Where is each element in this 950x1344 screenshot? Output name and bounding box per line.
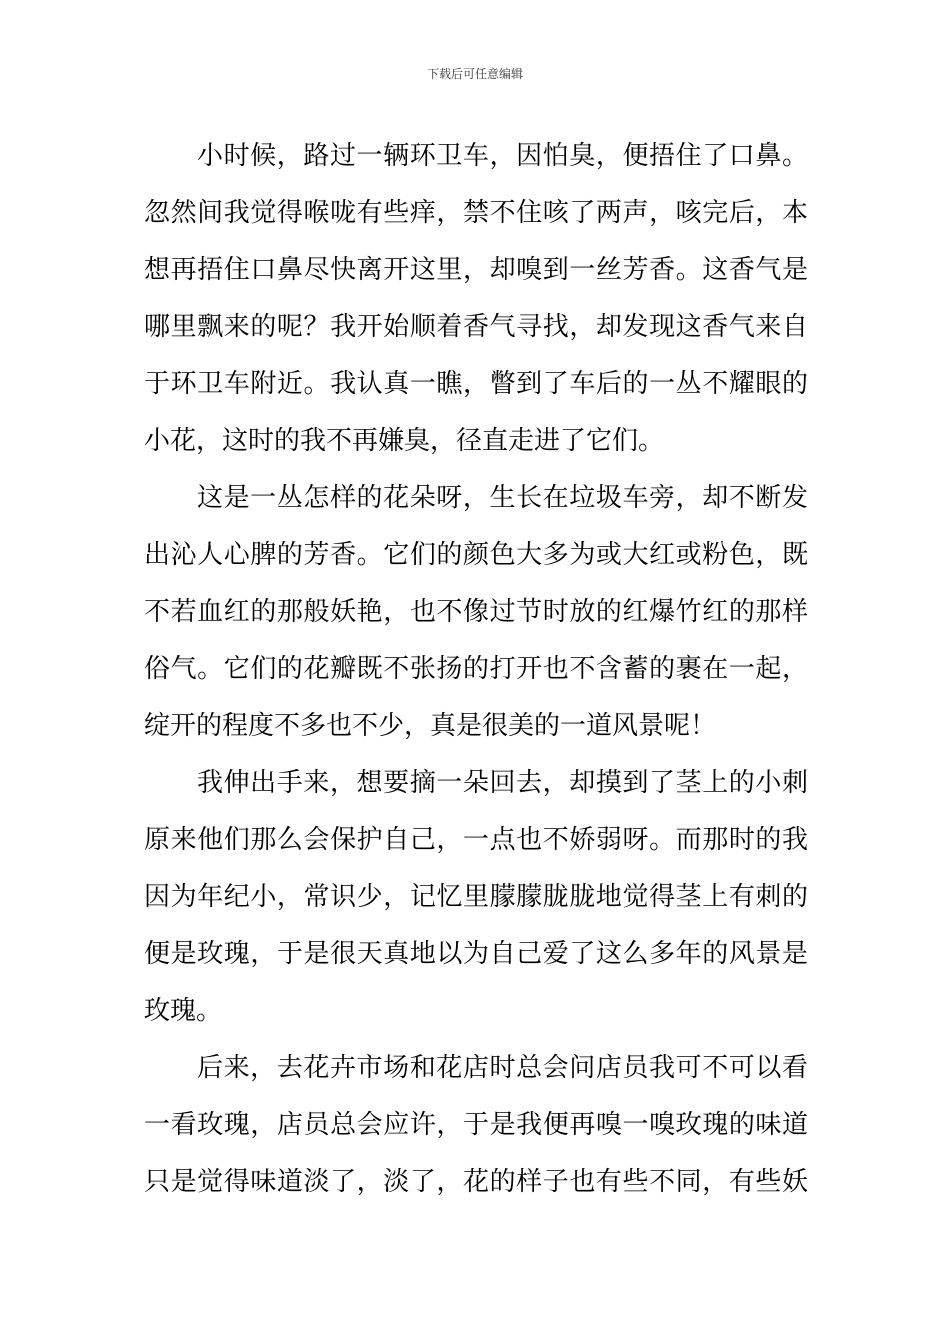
text-line: 绽开的程度不多也不少，真是很美的一道风景呢！ [144,711,717,741]
text-line: 哪里飘来的呢？我开始顺着香气寻找，却发现这香气来自 [144,312,808,342]
text-line: 玫瑰。 [144,996,223,1026]
text-line: 忽然间我觉得喉咙有些痒，禁不住咳了两声，咳完后，本 [144,198,808,228]
text-line: 于环卫车附近。我认真一瞧，瞥到了车后的一丛不耀眼的 [144,369,808,399]
document-body [144,128,808,1211]
text-line: 俗气。它们的花瓣既不张扬的打开也不含蓄的裹在一起， [144,654,808,684]
text-line: 不若血红的那般妖艳，也不像过节时放的红爆竹红的那样 [144,597,808,627]
text-line: 一看玫瑰，店员总会应许，于是我便再嗅一嗅玫瑰的味道 [144,1110,808,1140]
text-line: 原来他们那么会保护自己，一点也不娇弱呀。而那时的我 [144,825,808,855]
page-header: 下载后可任意编辑 [426,67,523,81]
text-line: 小花，这时的我不再嫌臭，径直走进了它们。 [144,426,665,456]
text-line: 这是一丛怎样的花朵呀，生长在垃圾车旁，却不断发 [197,483,808,513]
text-line: 便是玫瑰，于是很天真地以为自己爱了这么多年的风景是 [144,939,808,969]
text-line: 出沁人心脾的芳香。它们的颜色大多为或大红或粉色，既 [144,540,808,570]
text-line: 小时候，路过一辆环卫车，因怕臭，便捂住了口鼻。 [197,141,808,171]
text-line: 后来，去花卉市场和花店时总会问店员我可不可以看 [197,1053,808,1083]
text-line: 想再捂住口鼻尽快离开这里，却嗅到一丝芳香。这香气是 [144,255,808,285]
text-line: 因为年纪小，常识少，记忆里朦朦胧胧地觉得茎上有刺的 [144,882,808,912]
text-line: 只是觉得味道淡了，淡了，花的样子也有些不同，有些妖 [144,1167,808,1197]
text-line: 我伸出手来，想要摘一朵回去，却摸到了茎上的小刺 [197,768,808,798]
